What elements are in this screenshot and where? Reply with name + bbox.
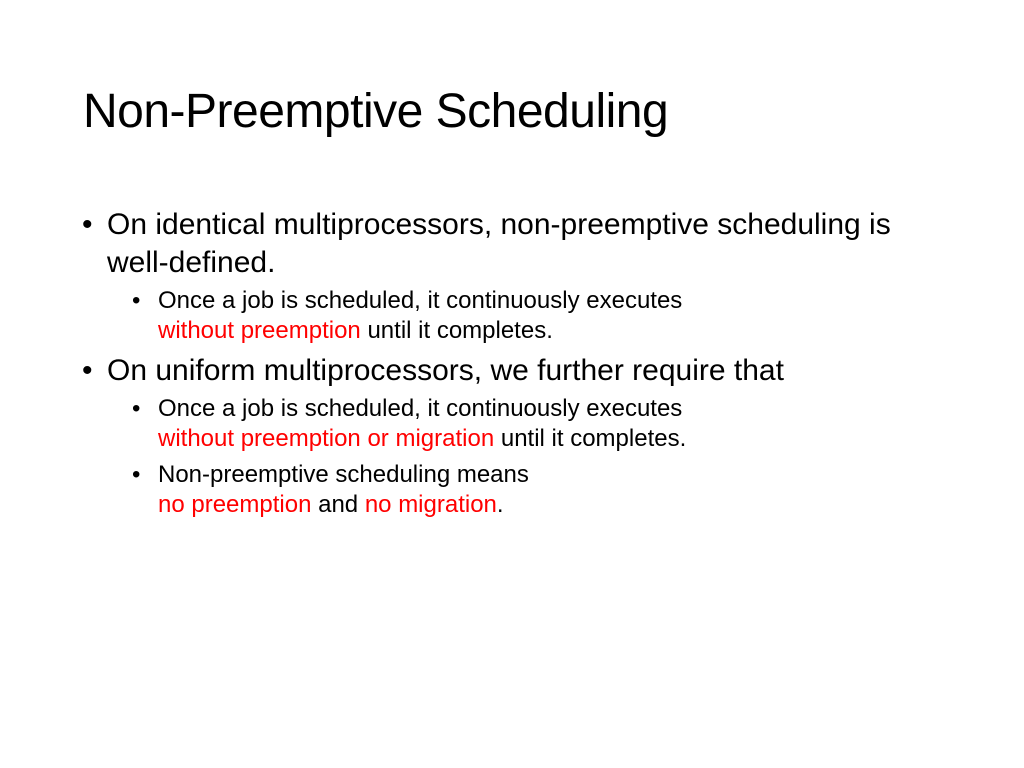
sub-bullet-line-1: Non-preemptive scheduling means: [158, 461, 529, 488]
bullet-dot-icon: •: [82, 354, 93, 387]
bullet-dot-icon: •: [132, 461, 141, 488]
bullet-identical-multiprocessors: [82, 206, 942, 282]
sub-bullet-text: until it completes.: [360, 317, 553, 344]
sub-bullet-text: and: [311, 491, 365, 518]
bullet-dot-icon: •: [132, 395, 141, 422]
bullet-uniform-multiprocessors: [82, 352, 942, 390]
sub-bullet-text: .: [496, 491, 504, 518]
emphasis-text: no migration: [364, 491, 497, 518]
slide-body: [82, 206, 942, 526]
emphasis-text: no preemption: [158, 491, 312, 518]
sub-bullet-non-preemptive-means: [132, 460, 942, 520]
bullet-text: On uniform multiprocessors, we further require that: [107, 354, 784, 387]
sub-bullet-line-1: Once a job is scheduled, it continuously executes: [158, 395, 683, 422]
bullet-dot-icon: •: [132, 287, 141, 314]
sub-bullet-uniform-execution: [132, 394, 942, 454]
bullet-dot-icon: •: [82, 208, 93, 241]
sub-bullet-line-2: [158, 424, 942, 454]
sub-bullet-line-2: [158, 316, 942, 346]
bullet-text: On identical multiprocessors, non-preemptive scheduling is well-defined.: [107, 208, 891, 279]
sub-bullet-text: until it completes.: [494, 425, 687, 452]
emphasis-text: without preemption: [158, 317, 361, 344]
sub-bullet-line-1: Once a job is scheduled, it continuously executes: [158, 287, 683, 314]
sub-bullet-identical-execution: [132, 286, 942, 346]
emphasis-text: without preemption or migration: [158, 425, 495, 452]
slide-title: Non-Preemptive Scheduling: [83, 85, 669, 138]
sub-bullet-line-2: [158, 490, 942, 520]
